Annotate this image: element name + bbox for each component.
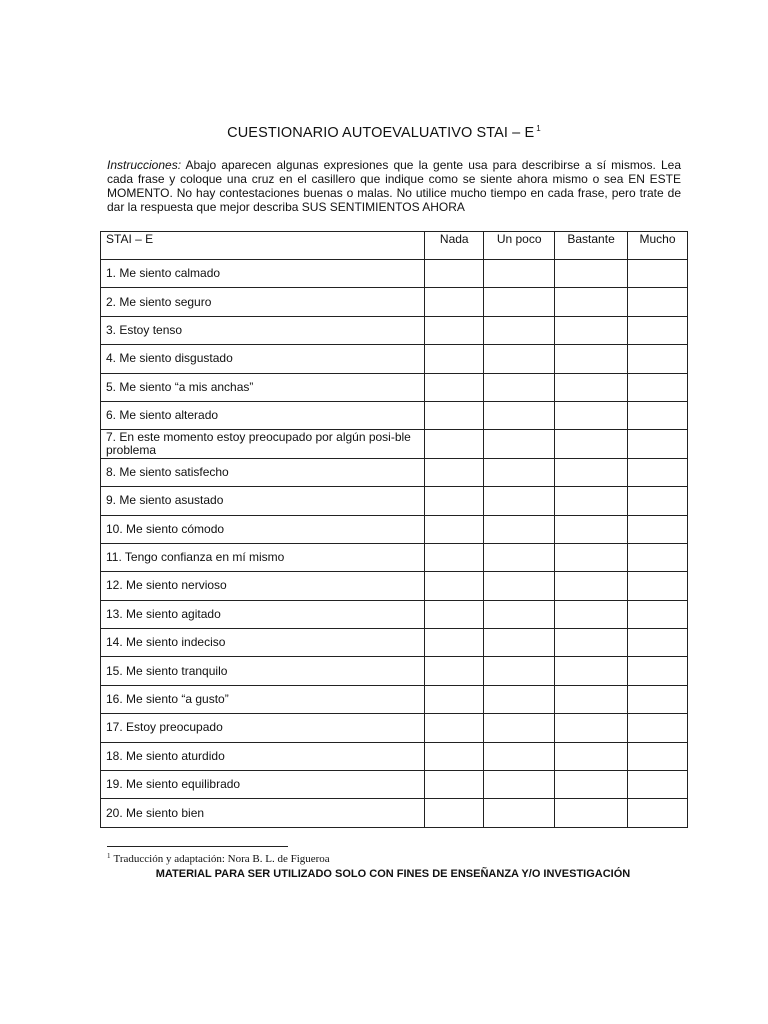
header-stai-e: STAI – E — [101, 232, 425, 260]
item-label: 19. Me siento equilibrado — [101, 771, 425, 799]
answer-box-un-poco[interactable] — [484, 629, 555, 657]
answer-box-bastante[interactable] — [555, 600, 628, 628]
table-row — [101, 515, 688, 543]
table-row — [101, 629, 688, 657]
answer-box-un-poco[interactable] — [484, 572, 555, 600]
answer-box-mucho[interactable] — [628, 742, 688, 770]
table-row — [101, 401, 688, 429]
answer-box-nada[interactable] — [425, 742, 484, 770]
item-label: 10. Me siento cómodo — [101, 515, 425, 543]
answer-box-mucho[interactable] — [628, 316, 688, 344]
item-label: 16. Me siento “a gusto” — [101, 685, 425, 713]
answer-box-bastante[interactable] — [555, 799, 628, 827]
table-row — [101, 543, 688, 571]
answer-box-un-poco[interactable] — [484, 458, 555, 486]
answer-box-bastante[interactable] — [555, 316, 628, 344]
answer-box-nada[interactable] — [425, 458, 484, 486]
answer-box-mucho[interactable] — [628, 345, 688, 373]
answer-box-nada[interactable] — [425, 714, 484, 742]
instructions-label: Instrucciones: — [107, 158, 182, 172]
table-row — [101, 572, 688, 600]
table-row — [101, 600, 688, 628]
item-label: 4. Me siento disgustado — [101, 345, 425, 373]
answer-box-un-poco[interactable] — [484, 401, 555, 429]
answer-box-mucho[interactable] — [628, 572, 688, 600]
answer-box-bastante[interactable] — [555, 657, 628, 685]
item-label: 15. Me siento tranquilo — [101, 657, 425, 685]
item-label: 7. En este momento estoy preocupado por algún posi-ble problema — [101, 430, 425, 458]
answer-box-mucho[interactable] — [628, 487, 688, 515]
footnote-text: Traducción y adaptación: Nora B. L. de Figueroa — [113, 853, 330, 865]
table-row — [101, 345, 688, 373]
answer-box-nada[interactable] — [425, 401, 484, 429]
table-row — [101, 685, 688, 713]
answer-box-un-poco[interactable] — [484, 288, 555, 316]
answer-box-nada[interactable] — [425, 373, 484, 401]
table-row — [101, 714, 688, 742]
answer-box-un-poco[interactable] — [484, 771, 555, 799]
item-label: 18. Me siento aturdido — [101, 742, 425, 770]
stai-table — [100, 231, 688, 828]
answer-box-mucho[interactable] — [628, 401, 688, 429]
header-bastante: Bastante — [555, 232, 628, 260]
item-label: 8. Me siento satisfecho — [101, 458, 425, 486]
header-nada: Nada — [425, 232, 484, 260]
answer-box-mucho[interactable] — [628, 799, 688, 827]
answer-box-un-poco[interactable] — [484, 742, 555, 770]
answer-box-mucho[interactable] — [628, 657, 688, 685]
item-label: 11. Tengo confianza en mí mismo — [101, 543, 425, 571]
item-label: 6. Me siento alterado — [101, 401, 425, 429]
table-header-row — [101, 232, 688, 260]
item-label: 13. Me siento agitado — [101, 600, 425, 628]
answer-box-nada[interactable] — [425, 629, 484, 657]
answer-box-mucho[interactable] — [628, 373, 688, 401]
answer-box-un-poco[interactable] — [484, 260, 555, 288]
header-un-poco: Un poco — [484, 232, 555, 260]
answer-box-nada[interactable] — [425, 657, 484, 685]
answer-box-bastante[interactable] — [555, 629, 628, 657]
answer-box-un-poco[interactable] — [484, 543, 555, 571]
answer-box-un-poco[interactable] — [484, 373, 555, 401]
header-mucho: Mucho — [628, 232, 688, 260]
instructions-text: Abajo aparecen algunas expresiones que la gente usa para describirse a sí mismos. Lea cada frase y coloque una cruz en el casillero que indique como se siente ahora mismo o sea EN ESTE MOMENTO. No hay contestaciones buenas o malas. No utilice mucho tiempo en cada frase, pero trate de dar la respuesta que mejor describa SUS SENTIMIENTOS AHORA — [107, 158, 681, 214]
answer-box-bastante[interactable] — [555, 572, 628, 600]
answer-box-bastante[interactable] — [555, 401, 628, 429]
answer-box-mucho[interactable] — [628, 260, 688, 288]
instructions — [107, 158, 681, 214]
answer-box-nada[interactable] — [425, 600, 484, 628]
answer-box-bastante[interactable] — [555, 515, 628, 543]
table-row — [101, 742, 688, 770]
answer-box-un-poco[interactable] — [484, 685, 555, 713]
answer-box-bastante[interactable] — [555, 771, 628, 799]
answer-box-un-poco[interactable] — [484, 345, 555, 373]
answer-box-bastante[interactable] — [555, 543, 628, 571]
table-row — [101, 771, 688, 799]
answer-box-mucho[interactable] — [628, 288, 688, 316]
answer-box-bastante[interactable] — [555, 288, 628, 316]
answer-box-bastante[interactable] — [555, 458, 628, 486]
title-footnote-mark: 1 — [536, 124, 541, 133]
answer-box-nada[interactable] — [425, 572, 484, 600]
answer-box-bastante[interactable] — [555, 430, 628, 458]
answer-box-mucho[interactable] — [628, 685, 688, 713]
table-row — [101, 316, 688, 344]
table-row — [101, 260, 688, 288]
answer-box-mucho[interactable] — [628, 430, 688, 458]
table-row — [101, 430, 688, 458]
answer-box-un-poco[interactable] — [484, 316, 555, 344]
item-label: 12. Me siento nervioso — [101, 572, 425, 600]
answer-box-nada[interactable] — [425, 316, 484, 344]
answer-box-bastante[interactable] — [555, 373, 628, 401]
title-text: CUESTIONARIO AUTOEVALUATIVO STAI – E — [227, 125, 535, 141]
answer-box-nada[interactable] — [425, 771, 484, 799]
answer-box-bastante[interactable] — [555, 487, 628, 515]
answer-box-nada[interactable] — [425, 288, 484, 316]
answer-box-mucho[interactable] — [628, 714, 688, 742]
answer-box-un-poco[interactable] — [484, 515, 555, 543]
answer-box-nada[interactable] — [425, 685, 484, 713]
answer-box-bastante[interactable] — [555, 260, 628, 288]
answer-box-bastante[interactable] — [555, 345, 628, 373]
item-label: 3. Estoy tenso — [101, 316, 425, 344]
item-label: 17. Estoy preocupado — [101, 714, 425, 742]
answer-box-mucho[interactable] — [628, 458, 688, 486]
answer-box-bastante[interactable] — [555, 714, 628, 742]
answer-box-mucho[interactable] — [628, 629, 688, 657]
answer-box-un-poco[interactable] — [484, 600, 555, 628]
answer-box-un-poco[interactable] — [484, 487, 555, 515]
answer-box-nada[interactable] — [425, 345, 484, 373]
answer-box-nada[interactable] — [425, 799, 484, 827]
answer-box-nada[interactable] — [425, 260, 484, 288]
answer-box-mucho[interactable] — [628, 543, 688, 571]
material-notice: MATERIAL PARA SER UTILIZADO SOLO CON FINES DE ENSEÑANZA Y/O INVESTIGACIÓN — [155, 868, 631, 880]
item-label: 9. Me siento asustado — [101, 487, 425, 515]
footnote-mark: 1 — [107, 852, 111, 860]
answer-box-mucho[interactable] — [628, 515, 688, 543]
answer-box-mucho[interactable] — [628, 600, 688, 628]
answer-box-nada[interactable] — [425, 430, 484, 458]
answer-box-un-poco[interactable] — [484, 799, 555, 827]
answer-box-mucho[interactable] — [628, 771, 688, 799]
table-row — [101, 288, 688, 316]
answer-box-un-poco[interactable] — [484, 714, 555, 742]
item-label: 2. Me siento seguro — [101, 288, 425, 316]
item-label: 14. Me siento indeciso — [101, 629, 425, 657]
answer-box-nada[interactable] — [425, 515, 484, 543]
table-row — [101, 458, 688, 486]
answer-box-nada[interactable] — [425, 487, 484, 515]
footnote — [107, 852, 330, 865]
answer-box-nada[interactable] — [425, 543, 484, 571]
document-title — [0, 124, 768, 141]
answer-box-un-poco[interactable] — [484, 430, 555, 458]
item-label: 1. Me siento calmado — [101, 260, 425, 288]
answer-box-bastante[interactable] — [555, 685, 628, 713]
table-row — [101, 799, 688, 827]
answer-box-un-poco[interactable] — [484, 657, 555, 685]
table-row — [101, 657, 688, 685]
table-row — [101, 487, 688, 515]
item-label: 20. Me siento bien — [101, 799, 425, 827]
footnote-divider — [107, 846, 288, 847]
item-label: 5. Me siento “a mis anchas” — [101, 373, 425, 401]
table-row — [101, 373, 688, 401]
answer-box-bastante[interactable] — [555, 742, 628, 770]
table-body — [101, 260, 688, 828]
